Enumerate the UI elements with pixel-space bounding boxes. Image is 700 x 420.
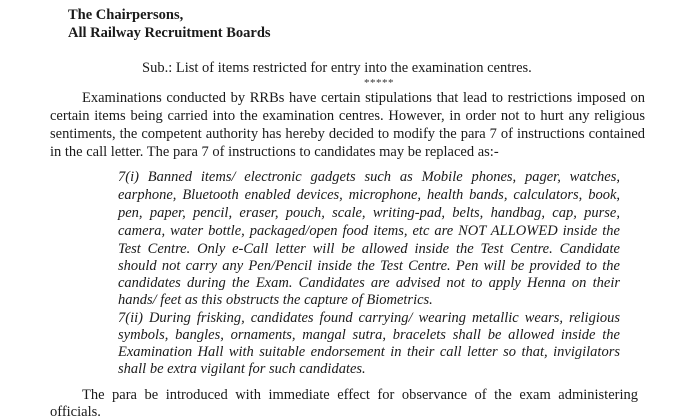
closing-paragraph-line: The para be introduced with immediate effect for observance of the exam administering xyxy=(82,387,638,403)
closing-paragraph-line: officials. xyxy=(50,404,101,420)
clause-7ii-line: symbols, bangles, ornaments, mangal sutra, bracelets shall be allowed inside the xyxy=(118,327,620,343)
clause-7i-line: earphone, Bluetooth enabled devices, microphone, health bands, calculators, book, xyxy=(118,187,620,203)
addressee-line: All Railway Recruitment Boards xyxy=(68,25,271,41)
clause-7ii-line: shall be extra vigilant for such candidates. xyxy=(118,361,366,377)
separator-stars: ***** xyxy=(364,77,394,89)
clause-7i-line: candidates during the Exam. Candidates are advised not to apply Henna on their xyxy=(118,275,620,291)
clause-7i-line: camera, water bottle, packaged/open food items, etc are NOT ALLOWED inside the xyxy=(118,223,620,239)
clause-7i-line: 7(i) Banned items/ electronic gadgets such as Mobile phones, pager, watches, xyxy=(118,169,620,185)
addressee-line: The Chairpersons, xyxy=(68,7,184,23)
intro-paragraph-line: sentiments, the competent authority has hereby decided to modify the para 7 of instructions contained xyxy=(50,126,645,142)
clause-7i-line: pen, paper, pencil, eraser, pouch, scale, writing-pad, belts, handbag, cap, purse, xyxy=(118,205,620,221)
intro-paragraph-line: Examinations conducted by RRBs have certain stipulations that lead to restrictions imposed on xyxy=(82,90,645,106)
intro-paragraph-line: in the call letter. The para 7 of instructions to candidates may be replaced as:- xyxy=(50,144,499,160)
subject-line: Sub.: List of items restricted for entry into the examination centres. xyxy=(142,60,532,76)
clause-7i-line: should not carry any Pen/Pencil inside the Test Centre. Pen will be provided to the xyxy=(118,258,620,274)
intro-paragraph-line: certain items being carried into the examination centres. However, in order not to hurt any religious xyxy=(50,108,645,124)
clause-7i-line: hands/ feet as this obstructs the capture of Biometrics. xyxy=(118,292,433,308)
clause-7ii-line: 7(ii) During frisking, candidates found carrying/ wearing metallic wears, religious xyxy=(118,310,620,326)
clause-7ii-line: Examination Hall with suitable endorsement in their call letter so that, invigilators xyxy=(118,344,620,360)
clause-7i-line: Test Centre. Only e-Call letter will be allowed inside the Test Centre. Candidate xyxy=(118,241,620,257)
